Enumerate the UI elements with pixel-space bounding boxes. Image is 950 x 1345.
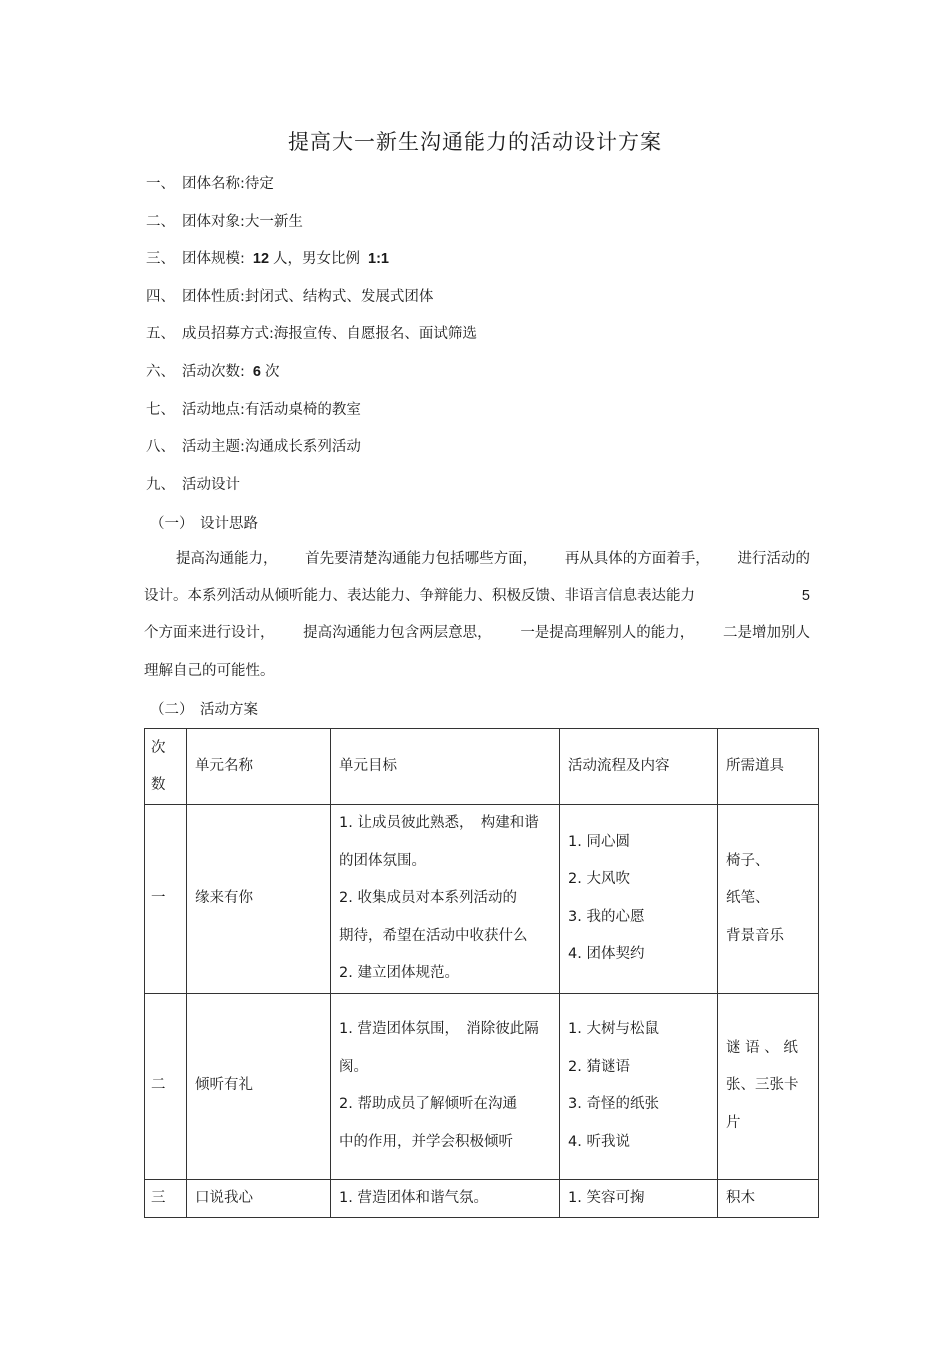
item-value: 待定 [244, 176, 274, 192]
cell-props [718, 805, 819, 994]
text-segment: 提高沟通能力包含两层意思， [303, 625, 492, 642]
flow-line: 3. 奇怪的纸张 [568, 1096, 659, 1112]
prop-line: 张、三张卡 [726, 1077, 799, 1094]
section-number: （二） [150, 702, 194, 718]
goal-line: 1. 让成员彼此熟悉， 构建和谐 [339, 815, 539, 831]
prop-line: 纸笔、 [726, 890, 770, 906]
flow-line: 2. 大风吹 [568, 871, 630, 888]
cell-session: 一 [145, 805, 187, 994]
item-number: 七、 [146, 401, 175, 418]
item-number: 一、 [146, 176, 175, 192]
list-item [146, 475, 477, 513]
header-unit-name: 单元名称 [187, 729, 331, 805]
list-item [146, 174, 477, 212]
header-props: 所需道具 [718, 729, 819, 805]
item-value: 有活动桌椅的教室 [244, 401, 361, 418]
item-value: 大一新生 [244, 213, 303, 230]
paragraph-line [144, 660, 810, 697]
cell-unit-name: 口说我心 [187, 1179, 331, 1218]
goal-line: 2. 收集成员对本系列活动的 [339, 890, 517, 906]
goal-line: 阂。 [339, 1058, 368, 1075]
item-value-number: 12 [252, 251, 270, 268]
list-item [146, 437, 477, 475]
paragraph-line [144, 622, 810, 659]
text-segment: 个方面来进行设计， [144, 625, 275, 642]
list-item [146, 362, 477, 400]
item-label: 团体规模: [182, 251, 245, 268]
paragraph-line [144, 548, 810, 585]
goal-line: 2. 帮助成员了解倾听在沟通 [339, 1096, 517, 1112]
text-segment: 5 [801, 588, 810, 605]
item-number: 五、 [146, 326, 175, 343]
item-number: 九、 [146, 476, 175, 493]
cell-session: 三 [145, 1179, 187, 1218]
item-label: 活动次数: [182, 363, 245, 380]
prop-line: 背景音乐 [726, 927, 784, 944]
page-title: 提高大一新生沟通能力的活动设计方案 [288, 130, 662, 154]
prop-line: 片 [726, 1114, 741, 1131]
goal-line: 中的作用，并学会积极倾听 [339, 1133, 513, 1150]
item-label: 团体对象: [182, 213, 245, 230]
item-value: 沟通成长系列活动 [244, 439, 361, 456]
design-paragraph [144, 548, 810, 697]
item-number: 四、 [146, 288, 175, 305]
item-number: 六、 [146, 363, 175, 380]
list-item [146, 249, 477, 287]
item-label: 团体名称: [182, 176, 245, 192]
goal-line: 1. 营造团体氛围， 消除彼此隔 [339, 1021, 539, 1037]
prop-line: 谜 语 、 纸 [726, 1039, 798, 1056]
text-segment: 二是增加别人 [722, 625, 810, 642]
table-row [145, 1179, 819, 1218]
section-heading-design-idea [150, 512, 258, 533]
section-number: （一） [150, 516, 194, 532]
cell-unit-goal [331, 805, 560, 994]
item-number: 八、 [146, 439, 175, 456]
header-session-count [145, 729, 187, 805]
cell-unit-name: 倾听有礼 [187, 993, 331, 1179]
text-segment: 再从具体的方面着手， [564, 551, 710, 567]
table-row [145, 993, 819, 1179]
text-segment: 理解自己的可能性。 [144, 662, 275, 679]
table-row [145, 805, 819, 994]
item-value-text: 人，男女比例 [273, 251, 361, 268]
cell-activity-flow: 1. 笑容可掬 [560, 1179, 718, 1218]
flow-line: 1. 大树与松鼠 [568, 1021, 659, 1037]
text-segment: 提高沟通能力， [176, 551, 278, 567]
cell-session: 二 [145, 993, 187, 1179]
item-label: 活动地点: [182, 401, 245, 418]
cell-activity-flow [560, 805, 718, 994]
item-value: 海报宣传、自愿报名、面试筛选 [273, 326, 477, 343]
item-number: 二、 [146, 213, 175, 230]
item-value-text: 次 [264, 363, 280, 380]
header-activity-flow: 活动流程及内容 [560, 729, 718, 805]
table-header-row [145, 729, 819, 805]
item-label: 成员招募方式: [182, 326, 274, 343]
cell-unit-goal: 1. 营造团体和谐气氛。 [331, 1179, 560, 1218]
section-heading-activity-plan [150, 698, 258, 719]
header-text: 次 [151, 739, 166, 756]
cell-props: 积木 [718, 1179, 819, 1218]
item-label: 活动设计 [182, 476, 240, 493]
item-value: 封闭式、结构式、发展式团体 [244, 288, 434, 305]
goal-line: 期待，希望在活动中收获什么 [339, 927, 528, 944]
list-item [146, 212, 477, 250]
text-segment: 设计。本系列活动从倾听能力、表达能力、争辩能力、积极反馈、非语言信息表达能力 [144, 588, 695, 605]
header-unit-goal: 单元目标 [331, 729, 560, 805]
activity-plan-table [144, 728, 819, 1218]
flow-line: 4. 听我说 [568, 1133, 630, 1150]
header-text: 数 [151, 776, 166, 793]
item-value-number: 6 [252, 363, 261, 380]
list-item [146, 324, 477, 362]
cell-activity-flow [560, 993, 718, 1179]
paragraph-line [144, 585, 810, 622]
section-label: 活动方案 [200, 702, 258, 718]
text-segment: 首先要清楚沟通能力包括哪些方面， [305, 551, 538, 567]
goal-line: 2. 建立团体规范。 [339, 965, 459, 981]
goal-line: 的团体氛围。 [339, 852, 426, 869]
flow-line: 4. 团体契约 [568, 946, 645, 963]
item-label: 活动主题: [182, 439, 245, 456]
flow-line: 3. 我的心愿 [568, 908, 645, 925]
cell-unit-goal [331, 993, 560, 1179]
item-value-ratio: 1:1 [368, 251, 389, 268]
item-label: 团体性质: [182, 288, 245, 305]
text-segment: 一是提高理解别人的能力， [520, 625, 695, 642]
section-label: 设计思路 [200, 516, 258, 532]
prop-line: 椅子、 [726, 852, 770, 869]
cell-props [718, 993, 819, 1179]
list-item [146, 400, 477, 438]
info-list [146, 174, 477, 512]
list-item [146, 287, 477, 325]
item-number: 三、 [146, 251, 175, 268]
cell-unit-name: 缘来有你 [187, 805, 331, 994]
text-segment: 进行活动的 [737, 551, 810, 567]
flow-line: 1. 同心圆 [568, 833, 630, 850]
flow-line: 2. 猜谜语 [568, 1058, 630, 1075]
